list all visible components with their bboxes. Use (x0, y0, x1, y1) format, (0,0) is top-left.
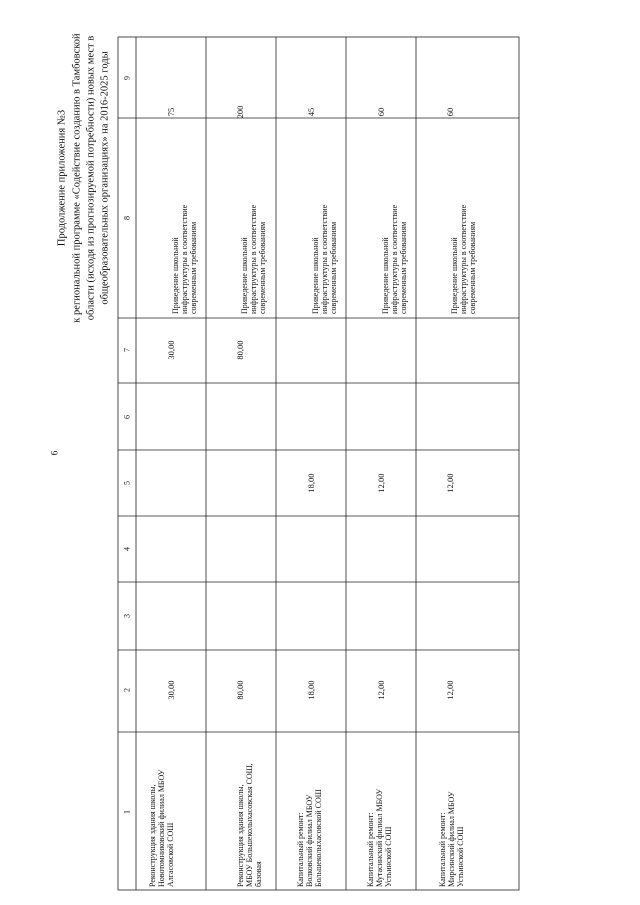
cell-col2: 18,00 (306, 680, 316, 700)
purpose (240, 205, 267, 314)
cell-col2: 30,00 (166, 680, 176, 700)
purpose-line: Приведение школьной (240, 237, 249, 314)
purpose-line: Приведение школьной (381, 237, 390, 314)
cell-col9: 60 (376, 107, 386, 117)
header-line-2: к региональной программе «Содействие созданию в Тамбовской (71, 33, 83, 323)
cell-col7: 30,00 (166, 340, 176, 360)
object-line: Устьинской СОШ (456, 826, 465, 887)
cell-col5: 12,00 (376, 473, 386, 493)
cell-col9: 200 (235, 105, 245, 119)
column-number-3: 3 (122, 614, 132, 618)
object-line: Устьинской СОШ (384, 826, 393, 887)
object-line: Большеколыхасовской СОШ (314, 789, 323, 887)
column-number-1: 1 (122, 810, 132, 814)
cell-col9: 75 (166, 107, 176, 117)
column-number-2: 2 (122, 688, 132, 692)
object-name (148, 770, 175, 887)
purpose-line: Приведение школьной (450, 237, 459, 314)
purpose-line: инфраструктуры в соответствие (249, 204, 258, 314)
purpose-line: инфраструктуры в соответствие (390, 204, 399, 314)
cell-col9: 45 (306, 107, 316, 117)
purpose-line: современным требованиям (329, 221, 338, 314)
object-name (366, 789, 393, 887)
object-line: Алгасовской СОШ (166, 822, 175, 887)
purpose-line: современным требованиям (189, 221, 198, 314)
purpose-line: инфраструктуры в соответствие (459, 204, 468, 314)
object-line: базовая (254, 861, 263, 887)
object-line: МБОУ Большеколыхасовская СОШ, (245, 763, 254, 887)
column-number-8: 8 (122, 216, 132, 220)
column-number-4: 4 (122, 547, 132, 551)
purpose (381, 205, 408, 314)
header-line-3: области (исходя из прогнозируемой потребности) новых мест в (85, 35, 97, 321)
purpose (171, 205, 198, 314)
purpose-line: современным требованиям (399, 221, 408, 314)
cell-col5: 18,00 (306, 473, 316, 493)
purpose-line: инфраструктуры в соответствие (320, 204, 329, 314)
cell-col2: 12,00 (445, 680, 455, 700)
object-line: Капитальный ремонт: (438, 812, 447, 887)
object-line: Капитальный ремонт: (366, 812, 375, 887)
cell-col5: 12,00 (445, 473, 455, 493)
purpose-line: инфраструктуры в соответствие (180, 204, 189, 314)
object-name (236, 763, 263, 887)
header-line-4: общеобразовательных организациях» на 2016-2025 годы (99, 51, 111, 305)
column-number-5: 5 (122, 481, 132, 485)
object-line: Капитальный ремонт: (296, 812, 305, 887)
header-line-1: Продолжение приложения №3 (56, 109, 68, 247)
object-name (296, 789, 323, 887)
cell-col2: 80,00 (235, 680, 245, 700)
purpose-line: современным требованиям (468, 221, 477, 314)
column-number-9: 9 (122, 76, 132, 80)
object-name (438, 791, 465, 887)
cell-col7: 80,00 (235, 340, 245, 360)
purpose-line: современным требованиям (258, 221, 267, 314)
purpose (311, 205, 338, 314)
purpose-line: Приведение школьной (171, 237, 180, 314)
cell-col2: 12,00 (376, 680, 386, 700)
object-line: Реконструкция здания школы, (236, 784, 245, 887)
object-line: Волковский филиал МБОУ (305, 794, 314, 887)
page-number: 6 (49, 450, 60, 456)
column-number-7: 7 (122, 348, 132, 352)
object-line: Реконструкция здания школы, (148, 784, 157, 887)
object-line: Мутасинский филиал МБОУ (375, 788, 384, 887)
cell-col9: 60 (445, 107, 455, 117)
purpose-line: Приведение школьной (311, 237, 320, 314)
column-number-6: 6 (122, 415, 132, 419)
purpose (450, 205, 477, 314)
object-line: Новотомниковский филиал МБОУ (157, 769, 166, 887)
object-line: Мирсинский филиал МБОУ (447, 791, 456, 887)
